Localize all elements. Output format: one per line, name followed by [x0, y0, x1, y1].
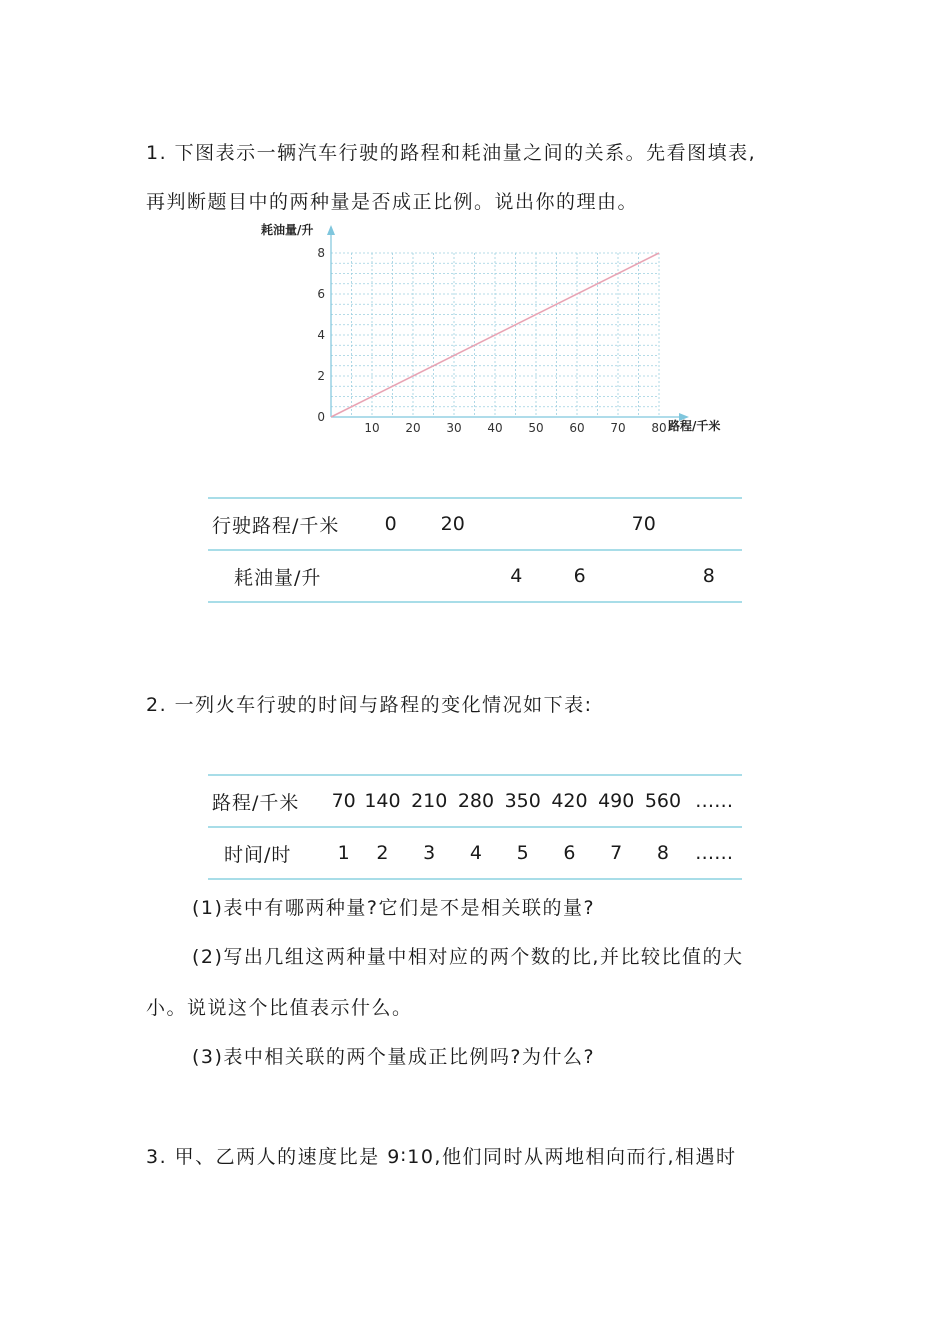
table-cell	[420, 550, 485, 602]
table-cell	[485, 498, 547, 550]
train-table	[208, 774, 742, 880]
table-cell	[361, 550, 421, 602]
fuel-table	[208, 497, 742, 603]
table-cell: 70	[328, 775, 359, 827]
row-header: 耗油量/升	[208, 550, 361, 602]
y-tick-label: 2	[317, 369, 325, 383]
table-cell: 2	[359, 827, 406, 879]
table-row	[208, 827, 742, 879]
table-row	[208, 775, 742, 827]
table-cell: 420	[546, 775, 593, 827]
table-cell: 140	[359, 775, 406, 827]
x-tick-label: 50	[528, 421, 544, 435]
table-cell: 6	[548, 550, 612, 602]
y-tick-label: 4	[317, 328, 325, 342]
row-header: 行驶路程/千米	[208, 498, 361, 550]
x-tick-label: 20	[405, 421, 421, 435]
question-1-line-1: 1. 下图表示一辆汽车行驶的路程和耗油量之间的关系。先看图填表,	[146, 142, 757, 164]
table-cell: 4	[485, 550, 547, 602]
fuel-distance-chart	[255, 215, 745, 440]
table-cell: 8	[676, 550, 742, 602]
x-tick-label: 40	[487, 421, 503, 435]
table-cell: 0	[361, 498, 421, 550]
table-cell: 490	[593, 775, 640, 827]
table-cell: 7	[593, 827, 640, 879]
table-cell: 210	[406, 775, 453, 827]
question-2-intro: 2. 一列火车行驶的时间与路程的变化情况如下表:	[146, 694, 593, 716]
table-cell: 4	[453, 827, 500, 879]
table-cell: 8	[640, 827, 687, 879]
question-1-line-2: 再判断题目中的两种量是否成正比例。说出你的理由。	[146, 191, 639, 213]
table-row	[208, 550, 742, 602]
table-cell	[548, 498, 612, 550]
table-cell: 5	[499, 827, 546, 879]
x-tick-label: 70	[610, 421, 626, 435]
table-cell	[612, 550, 676, 602]
x-tick-label: 60	[569, 421, 585, 435]
y-tick-label: 8	[317, 246, 325, 260]
question-2-sub-2-line-2: 小。说说这个比值表示什么。	[146, 997, 413, 1019]
x-axis-label: 路程/千米	[668, 419, 721, 433]
table-cell: 350	[499, 775, 546, 827]
row-header: 路程/千米	[208, 775, 328, 827]
table-cell: ……	[686, 827, 742, 879]
row-header: 时间/时	[208, 827, 328, 879]
y-axis-arrow	[327, 225, 335, 235]
x-tick-label: 10	[364, 421, 380, 435]
question-2-sub-2-line-1: (2)写出几组这两种量中相对应的两个数的比,并比较比值的大	[192, 946, 744, 968]
x-tick-label: 30	[446, 421, 462, 435]
table-cell: 20	[420, 498, 485, 550]
y-tick-label: 0	[317, 410, 325, 424]
table-cell: 560	[640, 775, 687, 827]
table-row	[208, 498, 742, 550]
question-2-sub-1: (1)表中有哪两种量?它们是不是相关联的量?	[192, 897, 596, 919]
table-cell: 6	[546, 827, 593, 879]
table-cell: ……	[686, 775, 742, 827]
question-2-sub-3: (3)表中相关联的两个量成正比例吗?为什么?	[192, 1046, 596, 1068]
y-axis-label: 耗油量/升	[261, 223, 314, 237]
x-tick-label: 80	[651, 421, 667, 435]
table-cell: 280	[453, 775, 500, 827]
table-cell: 3	[406, 827, 453, 879]
table-cell: 1	[328, 827, 359, 879]
table-cell: 70	[612, 498, 676, 550]
y-tick-label: 6	[317, 287, 325, 301]
table-cell	[676, 498, 742, 550]
question-3-line-1: 3. 甲、乙两人的速度比是 9∶10,他们同时从两地相向而行,相遇时	[146, 1146, 737, 1168]
